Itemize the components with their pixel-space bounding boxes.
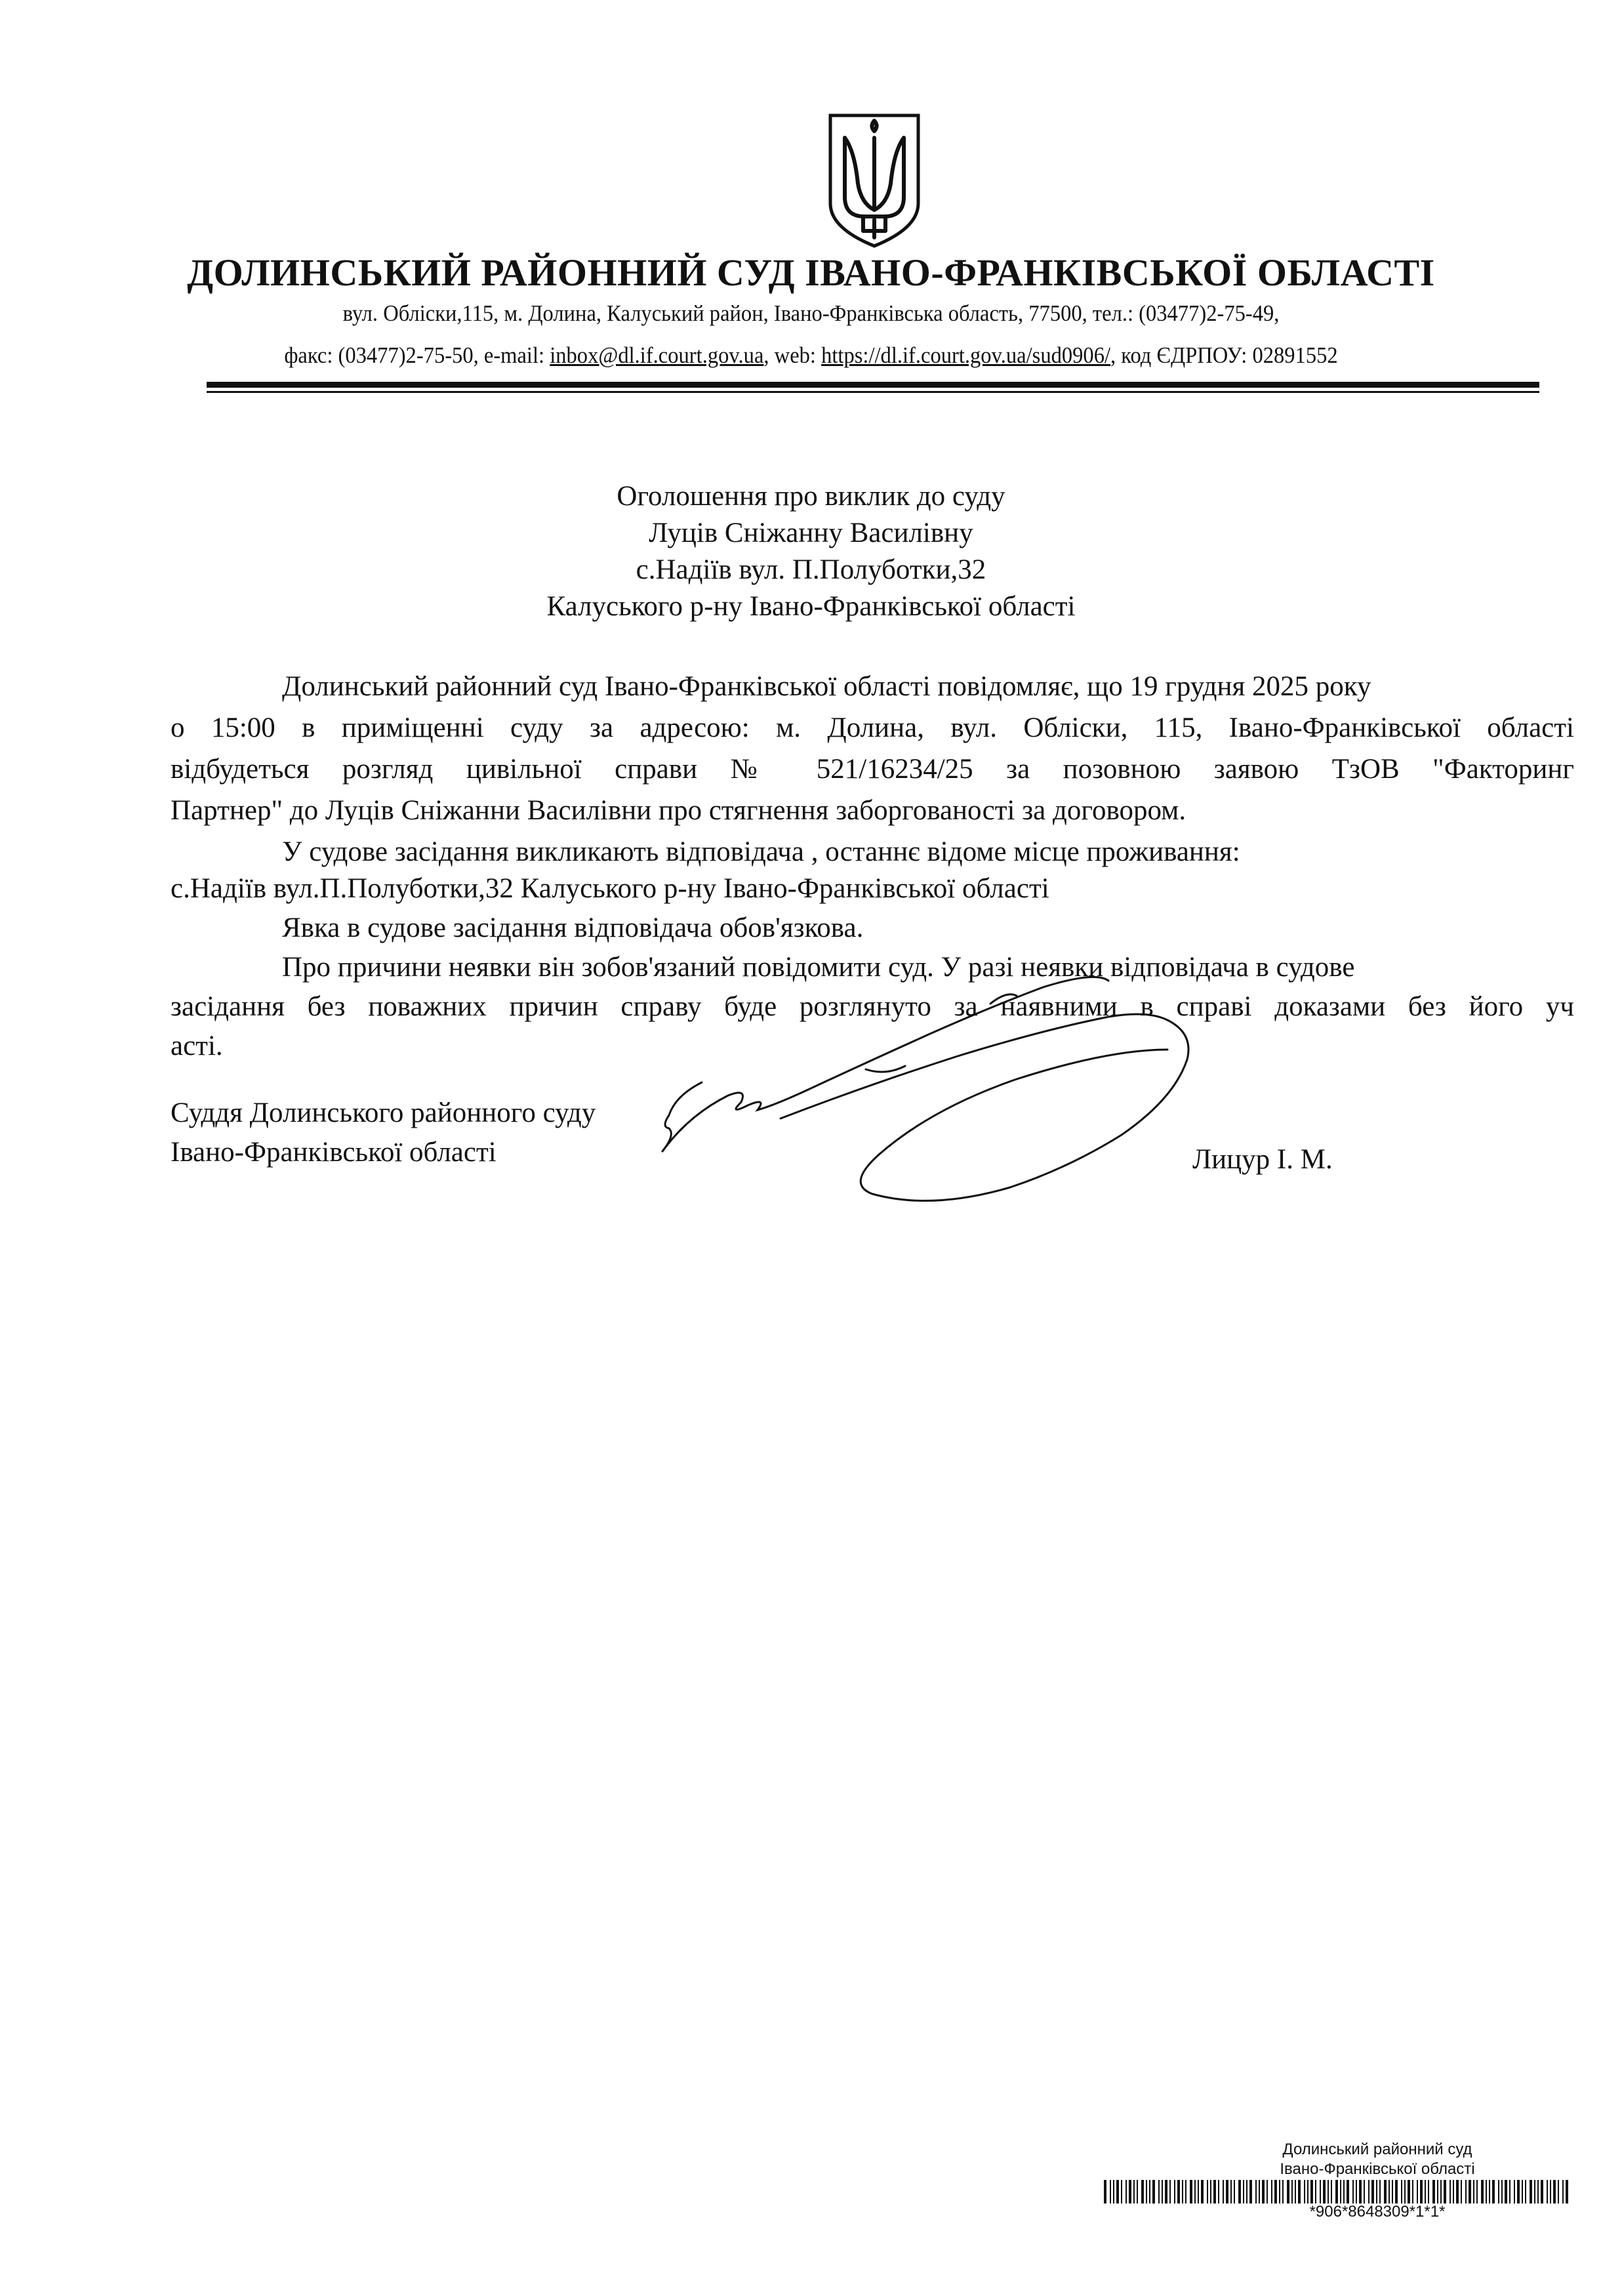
document-barcode [1104, 2180, 1570, 2204]
barcode-bar [1146, 2180, 1147, 2204]
letterhead-divider-thick [207, 382, 1539, 388]
barcode-bar [1514, 2180, 1515, 2204]
barcode-bar [1501, 2180, 1503, 2204]
barcode-bar [1428, 2180, 1429, 2204]
barcode-bar [1218, 2180, 1219, 2204]
barcode-bar [1420, 2180, 1423, 2204]
barcode-bar [1320, 2180, 1321, 2204]
barcode-bar [1298, 2180, 1301, 2204]
barcode-bar [1185, 2180, 1186, 2204]
barcode-bar [1190, 2180, 1192, 2204]
handwritten-signature [649, 918, 1299, 1220]
barcode-bar [1481, 2180, 1484, 2204]
barcode-bar [1152, 2180, 1155, 2204]
barcode-bar [1279, 2180, 1280, 2204]
barcode-bar [1486, 2180, 1487, 2204]
barcode-bar [1177, 2180, 1180, 2204]
paragraph-summons-line: У судове засідання викликають відповідача , останнє відоме місце проживання: [282, 836, 1240, 867]
barcode-bar [1517, 2180, 1520, 2204]
barcode-bar [1530, 2180, 1532, 2204]
barcode-bar [1335, 2180, 1338, 2204]
barcode-bar [1315, 2180, 1316, 2204]
barcode-bar [1453, 2180, 1454, 2204]
stamp-court-region: Івано-Франківської області [1280, 2160, 1475, 2178]
barcode-bar [1395, 2180, 1398, 2204]
judge-position-line: Суддя Долинського районного суду [171, 1097, 596, 1128]
coat-of-arms-emblem [825, 112, 923, 249]
barcode-bar [1213, 2180, 1216, 2204]
paragraph-absence-line: засідання без поважних причин справу буде розглянуто за наявними в справі доказами без його уч [171, 991, 1574, 1022]
barcode-bar [1121, 2180, 1122, 2204]
barcode-bar [1238, 2180, 1241, 2204]
paragraph-absence-line: асті. [171, 1031, 223, 1061]
barcode-bar [1282, 2180, 1284, 2204]
barcode-bar [1359, 2180, 1362, 2204]
barcode-bar [1113, 2180, 1114, 2204]
barcode-bar [1207, 2180, 1208, 2204]
court-address-line: вул. Облiски,115, м. Долина, Калуський район, Iвано-Франкiвська область, 77500, тел.: (03477)2-75-49, [342, 300, 1280, 326]
barcode-bar [1249, 2180, 1252, 2204]
barcode-bar [1347, 2180, 1349, 2204]
barcode-bar [1137, 2180, 1138, 2204]
barcode-bar [1444, 2180, 1446, 2204]
barcode-bar [1368, 2180, 1369, 2204]
barcode-bar [1498, 2180, 1499, 2204]
barcode-bar [1473, 2180, 1474, 2204]
barcode-bar [1267, 2180, 1268, 2204]
barcode-bar [1116, 2180, 1119, 2204]
barcode-bar [1534, 2180, 1535, 2204]
barcode-bar [1243, 2180, 1244, 2204]
barcode-bar [1194, 2180, 1196, 2204]
barcode-bar [1389, 2180, 1390, 2204]
barcode-bar [1384, 2180, 1387, 2204]
barcode-bar [1401, 2180, 1402, 2204]
barcode-bar [1489, 2180, 1490, 2204]
barcode-bar [1162, 2180, 1163, 2204]
paragraph-hearing-line: Долинський районний суд Івано-Франківської області повідомляє, що 19 грудня 2025 року [282, 671, 1371, 702]
barcode-bar [1379, 2180, 1381, 2204]
barcode-bar [1304, 2180, 1305, 2204]
barcode-bar [1291, 2180, 1293, 2204]
barcode-bar [1274, 2180, 1277, 2204]
fax-text: факс: (03477)2-75-50, e-mail: [284, 342, 550, 368]
barcode-bar [1525, 2180, 1526, 2204]
barcode-bar [1376, 2180, 1377, 2204]
barcode-bar [1553, 2180, 1556, 2204]
addressee-street: с.Надіїв вул. П.Полуботки,32 [636, 554, 986, 585]
barcode-bar [1287, 2180, 1289, 2204]
barcode-bar [1505, 2180, 1507, 2204]
barcode-bar [1469, 2180, 1471, 2204]
barcode-bar [1547, 2180, 1548, 2204]
barcode-bar [1392, 2180, 1393, 2204]
barcode-bar [1558, 2180, 1559, 2204]
barcode-bar [1125, 2180, 1127, 2204]
paragraph-hearing-line: відбудеться розгляд цивільної справи № 521/16234/25 за позовною заявою ТзОВ "Факторинг [171, 754, 1574, 785]
barcode-bar [1456, 2180, 1459, 2204]
barcode-bar [1522, 2180, 1523, 2204]
paragraph-absence-line: Про причини неявки він зобов'язаний повідомити суд. У разі неявки відповідача в судове [282, 952, 1355, 983]
barcode-bar [1104, 2180, 1106, 2204]
judge-position-line: Івано-Франківської області [171, 1137, 497, 1168]
barcode-bar [1182, 2180, 1183, 2204]
barcode-bar [1412, 2180, 1413, 2204]
court-name-heading: ДОЛИНСЬКИЙ РАЙОННИЙ СУД ІВАНО-ФРАНКІВСЬКОЇ ОБЛАСТІ [187, 251, 1435, 294]
barcode-bar [1255, 2180, 1257, 2204]
barcode-bar [1223, 2180, 1224, 2204]
barcode-bar [1364, 2180, 1365, 2204]
barcode-bar [1461, 2180, 1462, 2204]
barcode-bar [1295, 2180, 1296, 2204]
edrpou-code: , код ЄДРПОУ: 02891552 [1110, 342, 1338, 368]
barcode-bar [1129, 2180, 1131, 2204]
barcode-bar [1165, 2180, 1167, 2204]
barcode-bar [1133, 2180, 1135, 2204]
barcode-bar [1262, 2180, 1265, 2204]
barcode-bar [1432, 2180, 1435, 2204]
barcode-bar [1343, 2180, 1345, 2204]
barcode-bar [1246, 2180, 1247, 2204]
barcode-bar [1437, 2180, 1438, 2204]
barcode-bar [1210, 2180, 1211, 2204]
barcode-bar [1169, 2180, 1171, 2204]
paragraph-summons-line: с.Надіїв вул.П.Полуботки,32 Калуського р-ну Івано-Франківської області [171, 873, 1049, 904]
stamp-court-name: Долинський районний суд [1282, 2141, 1472, 2158]
barcode-bar [1234, 2180, 1235, 2204]
barcode-bar [1476, 2180, 1478, 2204]
barcode-bar [1562, 2180, 1564, 2204]
paragraph-attendance: Явка в судове засідання відповідача обов'язкова. [282, 912, 864, 943]
court-contacts-line [57, 342, 1566, 369]
judge-name: Лицур І. М. [1192, 1144, 1333, 1175]
letterhead-divider-thin [207, 391, 1539, 393]
barcode-bar [1307, 2180, 1308, 2204]
notice-title: Оголошення про виклик до суду [617, 481, 1005, 512]
barcode-bar [1110, 2180, 1111, 2204]
barcode-bar [1271, 2180, 1272, 2204]
email-link[interactable]: inbox@dl.if.court.gov.ua [550, 342, 764, 368]
barcode-bar [1465, 2180, 1467, 2204]
barcode-bar [1417, 2180, 1418, 2204]
barcode-bar [1541, 2180, 1543, 2204]
barcode-bar [1323, 2180, 1326, 2204]
website-link[interactable]: https://dl.if.court.gov.ua/sud0906/ [821, 342, 1111, 368]
paragraph-hearing-line: о 15:00 в приміщенні суду за адресою: м. Долина, вул. Обліски, 115, Івано-Франківської області [171, 712, 1574, 743]
barcode-bar [1174, 2180, 1175, 2204]
barcode-bar [1356, 2180, 1357, 2204]
barcode-bar [1226, 2180, 1228, 2204]
paragraph-hearing-line: Партнер" до Луців Сніжанни Василівни про стягнення заборгованості за договором. [171, 795, 1186, 826]
barcode-bar [1149, 2180, 1150, 2204]
barcode-bar [1230, 2180, 1232, 2204]
barcode-bar [1492, 2180, 1495, 2204]
barcode-bar [1450, 2180, 1451, 2204]
barcode-number: *906*8648309*1*1* [1309, 2203, 1446, 2221]
barcode-bar [1141, 2180, 1144, 2204]
barcode-bar [1201, 2180, 1204, 2204]
barcode-bar [1537, 2180, 1539, 2204]
barcode-bar [1340, 2180, 1341, 2204]
addressee-name: Луців Сніжанну Василівну [649, 518, 973, 548]
barcode-bar [1408, 2180, 1410, 2204]
barcode-bar [1425, 2180, 1426, 2204]
barcode-bar [1198, 2180, 1199, 2204]
barcode-bar [1371, 2180, 1374, 2204]
barcode-bar [1259, 2180, 1260, 2204]
barcode-bar [1509, 2180, 1510, 2204]
barcode-bar [1328, 2180, 1329, 2204]
web-prefix: , web: [763, 342, 822, 368]
barcode-bar [1158, 2180, 1160, 2204]
addressee-region: Калуського р-ну Івано-Франківської області [546, 591, 1076, 622]
barcode-bar [1331, 2180, 1332, 2204]
barcode-bar [1566, 2180, 1568, 2204]
barcode-bar [1440, 2180, 1442, 2204]
barcode-bar [1404, 2180, 1406, 2204]
barcode-bar [1352, 2180, 1354, 2204]
barcode-bar [1310, 2180, 1313, 2204]
barcode-bar [1550, 2180, 1551, 2204]
